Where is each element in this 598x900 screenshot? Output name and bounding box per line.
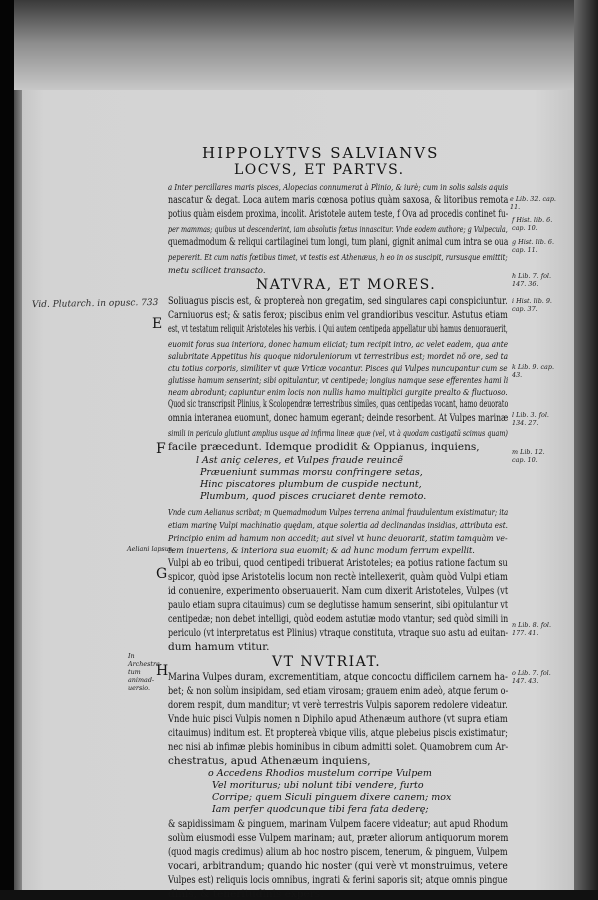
text-line: quemadmodum & reliqui cartilaginei tum longi, tum plani, gignit animal cum intra se oua [168,236,509,248]
text-line: est, vt testatum reliquit Aristoteles his verbis. i Qui autem centipeda appellatur ubi hamus denuorauerit, [168,323,508,335]
margin-ref: e Lib. 32. cap. 11. [510,195,556,211]
text-line: Quod sic transcripsit Plinius, k Scolopendræ terrestribus similes, quas centipedas vocant, hamo deuorato [168,398,509,410]
margin-ref: g Hist. lib. 6. cap. 11. [512,238,554,254]
text-line: Carniuorus est; & satis ferox; piscibus enim vel grandioribus vescitur. Astutus etiam [168,309,508,321]
text-line: simili in periculo glutiunt amplius usque ad infirma lineæ quæ (vel, vt à quodam castigatũ scimus quam) [168,428,508,438]
text-line: facile præcedunt. Idemque prodidit & Oppianus, inquiens, [168,441,480,453]
text-line: etiam marinę Vulpi machinatio quędam, atque solertia ad declinandas insidias, attributa est. [168,520,508,530]
margin-letter: G [156,566,168,582]
margin-ref: f Hist. lib. 6. cap. 10. [512,216,553,232]
text-line: paulo etiam supra citauimus) cum se deglutisse hamum senserint, sibi opitulantur vt [168,599,508,611]
running-header: HIPPOLYTVS SALVIANVS [202,144,440,162]
text-line: Principio enim ad hamum non accedit; aut sivel vt hunc deuorarit, statim tamquàm ve- [168,533,508,543]
text-line: Marina Vulpes duram, excrementitiam, atque concoctu difficilem carnem ha- [168,671,508,683]
margin-ref: k Lib. 9. cap. 43. [512,363,554,379]
text-line: salubritate Appetitus his quoque nidoruleniorum vt terrestribus est; mordet nõ ore, sed ta [168,351,509,361]
margin-ref: l Lib. 3. fol. 134. 27. [512,411,549,427]
text-line: nec nisi ab infimæ plebis hominibus in cibum admitti solet. Quamobrem cum Ar- [168,741,509,753]
margin-letter: H [156,663,169,679]
text-line: potius quàm eisdem proxima, incolit. Aristotele autem teste, f Ova ad procedis continet fu- [168,208,509,220]
text-line: omnia interanea euomunt, donec hamum egerant; deinde resorbent. At Vulpes marinæ [168,412,509,424]
poem-line: Præueniunt summas morsu confringere setas, [200,467,423,478]
text-line: Vnde cum Aelianus scribat; m Quemadmodum Vulpes terrena animal fraudulentum existimatur; ita [168,507,509,517]
book-spine [14,90,22,900]
text-line: Vulpi ab eo tribui, quod centipedi tribuerat Aristoteles; ea potius ratione factum su [168,557,508,569]
scan-left-border [0,0,14,900]
section-heading-natura: NATVRA, ET MORES. [256,277,437,293]
text-line: dum hamum vtitur. [168,641,270,653]
margin-letter: E [152,316,163,332]
text-line: nascatur & degat. Loca autem maris cœnosa potius quàm saxosa, & litoribus remota [168,194,509,206]
text-line: spicor, quòd ipse Aristotelis locum non rectè intellexerit, quàm quòd Vulpi etiam [168,571,508,583]
section-heading-nutriat: VT NVTRIAT. [272,654,382,670]
margin-ref: o Lib. 7. fol. 147. 43. [512,669,551,685]
text-line: vocari, arbitrandum; quando hic noster (qui verè vt monstruimus, vetere [168,860,508,872]
text-line: chestratus, apud Athenæum inquiens, [168,755,371,767]
text-line: Soliuagus piscis est, & proptereà non gregatim, sed singulares capi conspiciuntur. [168,295,508,307]
text-line: Vnde huic pisci Vulpis nomen n Diphilo apud Athenæum authore (vt supra etiam [168,713,508,725]
text-line: Vulpes est) reliquis locis omnibus, ingrati & ferini saporis sit; atque omnis pingue [168,874,508,886]
poem-line: o Accedens Rhodios mustelum corripe Vulpem [208,768,432,779]
text-line: dorem respit, dum manditur; vt verè terrestris Vulpis saporem redolere videatur. [168,699,508,711]
text-line: ctu totius corporis, similiter vt quæ Vrticæ vocantur. Pisces qui Vulpes nuncupantur cum se [168,363,508,373]
text-line: centipedæ; non debet intelligi, quòd eodem astutiæ modo vtantur; sed quòd simili in [168,613,509,625]
text-line: citauimus) inditum est. Et proptereà vbique vilis, atque plebeius piscis existimatur; [168,727,508,739]
handwritten-annotation: Vid. Plutarch. in opusc. 733 [31,297,159,311]
text-line: glutisse hamum senserint; sibi opitulantur, vt centipede; longius namque sese efferentes hami li [168,375,509,385]
text-line: tem inuertens, & interiora sua euomit; & ad hunc modum ferrum expellit. [168,545,475,555]
margin-ref: h Lib. 7. fol. 147. 36. [512,272,552,288]
margin-note-archestratus: In Archestra- tum animad- uersio. [128,652,163,692]
text-line: per mammas; quibus ut descenderint, iam absolutis fœtus innascitur. Vnde eodem authore; g Vulpecula, [168,224,508,234]
margin-ref: m Lib. 12. cap. 10. [512,448,545,464]
poem-line: l Ast aniç celeres, et Vulpes fraude reuincẽ [196,455,403,466]
text-line: dinis, & teneritudinis expers. [168,888,324,900]
text-line: id conuenire, experimento obseruauerit. Nam cum dixerit Aristoteles, Vulpes (vt [168,585,509,597]
text-line: a Inter percillares maris pisces, Alopecias connumerat à Plinio, & iurè; cum in solis salsis aquis [168,182,509,192]
text-line: & sapidissimam & pinguem, marinam Vulpem facere videatur; aut apud Rhodum [168,818,509,830]
text-line: euomit foras sua interiora, donec hamum eiiciat; tum recipit intro, ac velet eadem, qua ante [168,339,509,349]
text-line: solùm eiusmodi esse Vulpem marinam; aut, præter aliorum antiquorum morem [168,832,509,844]
text-line: metu scilicet transacto. [168,265,266,275]
margin-ref: i Hist. lib. 9. cap. 37. [512,297,552,313]
text-line: neam abrodunt; capiuntur enim locis non nullis hamo multiplici gurgite prealto & fluctuoso. [168,387,508,397]
section-heading-locus: LOCVS, ET PARTVS. [234,162,405,178]
page-edge-lift [14,0,574,96]
margin-letter: F [156,441,166,457]
text-line: bet; & non solùm insipidam, sed etiam virosam; grauem enim adeò, atque ferum o- [168,685,509,697]
poem-line: Iam perfer quodcunque tibi fera fata dederę; [212,804,429,815]
margin-note-aeliani: Aeliani lapsus. [127,545,175,553]
poem-line: Vel moriturus; ubi nolunt tibi vendere, furto [212,780,424,791]
text-line: (quod magis credimus) alium ab hoc nostro piscem, tenerum, & pinguem, Vulpem [168,846,508,858]
scan-right-border [574,0,598,900]
poem-line: Corripe; quem Siculi pinguem dixere canem; mox [212,792,452,803]
text-line: pepererit. Et cum natis fœtibus timet, vt testis est Athenæus, h eo in os suscipit, rursusque emittit; [168,252,508,262]
poem-line: Hinc piscatores plumbum de cuspide nectunt, [200,479,422,490]
margin-ref: n Lib. 8. fol. 177. 41. [512,621,552,637]
text-line: periculo (vt interpretatus est Plinius) vtraque constituta, vtraque suo astu ad euitan- [168,627,509,639]
poem-line: Plumbum, quod pisces cruciaret dente remoto. [200,491,427,502]
